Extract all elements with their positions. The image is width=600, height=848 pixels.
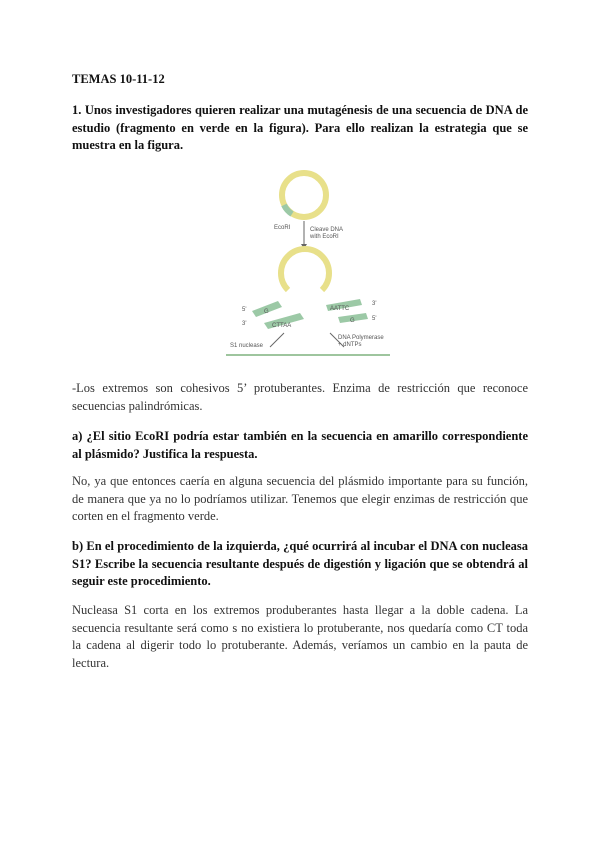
end-right-top: AATTC (330, 306, 350, 312)
dntps-label: + dNTPs (338, 342, 362, 348)
cleave-label-2: with EcoRI (310, 234, 339, 240)
plasmid-open (281, 249, 329, 290)
end-left-top: G (264, 309, 269, 315)
ecori-label: EcoRI (274, 225, 291, 231)
three-prime-right: 3' (372, 301, 377, 307)
five-prime-left: 5' (242, 307, 247, 313)
mutagenesis-figure (226, 165, 390, 360)
dna-polymerase-label: DNA Polymerase (338, 335, 384, 341)
cleave-label-1: Cleave DNA (310, 227, 344, 233)
document-title: TEMAS 10-11-12 (72, 72, 165, 86)
answer-a: No, ya que entonces caería en alguna secuencia del plásmido importante para su función, de manera que ya no lo podríamos utilizar. Tenemos que elegir enzimas de restricción que corten en el fragmento verde. (72, 474, 528, 523)
answer-1: -Los extremos son cohesivos 5’ protuberantes. Enzima de restricción que reconoce secuencias palindrómicas. (72, 381, 528, 413)
arrow-left (270, 333, 284, 347)
question-a: a) ¿El sitio EcoRI podría estar también en la secuencia en amarillo correspondiente al plásmido? Justifica la respuesta. (72, 429, 528, 461)
answer-b: Nucleasa S1 corta en los extremos produberantes hasta llegar a la doble cadena. La secuencia resultante será como s no existiera lo protuberante, nos quedaría como CT toda la cadena al digerir todo lo protuberante. Además, veríamos un cambio en la pauta de lectura. (72, 603, 528, 670)
three-prime-left: 3' (242, 321, 247, 327)
five-prime-right: 5' (372, 316, 377, 322)
question-b: b) En el procedimiento de la izquierda, ¿qué ocurrirá al incubar el DNA con nucleasa S1? Escribe la secuencia resultante después de digestión y ligación que se obtendrá al seguir este procedimiento. (72, 539, 528, 588)
question-1: 1. Unos investigadores quieren realizar una mutagénesis de una secuencia de DNA de estudio (fragmento en verde en la figura). Para ello realizan la estrategia que se muestra en la figura. (72, 103, 528, 152)
insert-top (284, 205, 292, 214)
s1-nuclease-label: S1 nuclease (230, 343, 264, 349)
end-right-bottom: G (350, 318, 355, 324)
figure-svg (226, 165, 390, 360)
end-left-bottom: CTTAA (272, 323, 292, 329)
